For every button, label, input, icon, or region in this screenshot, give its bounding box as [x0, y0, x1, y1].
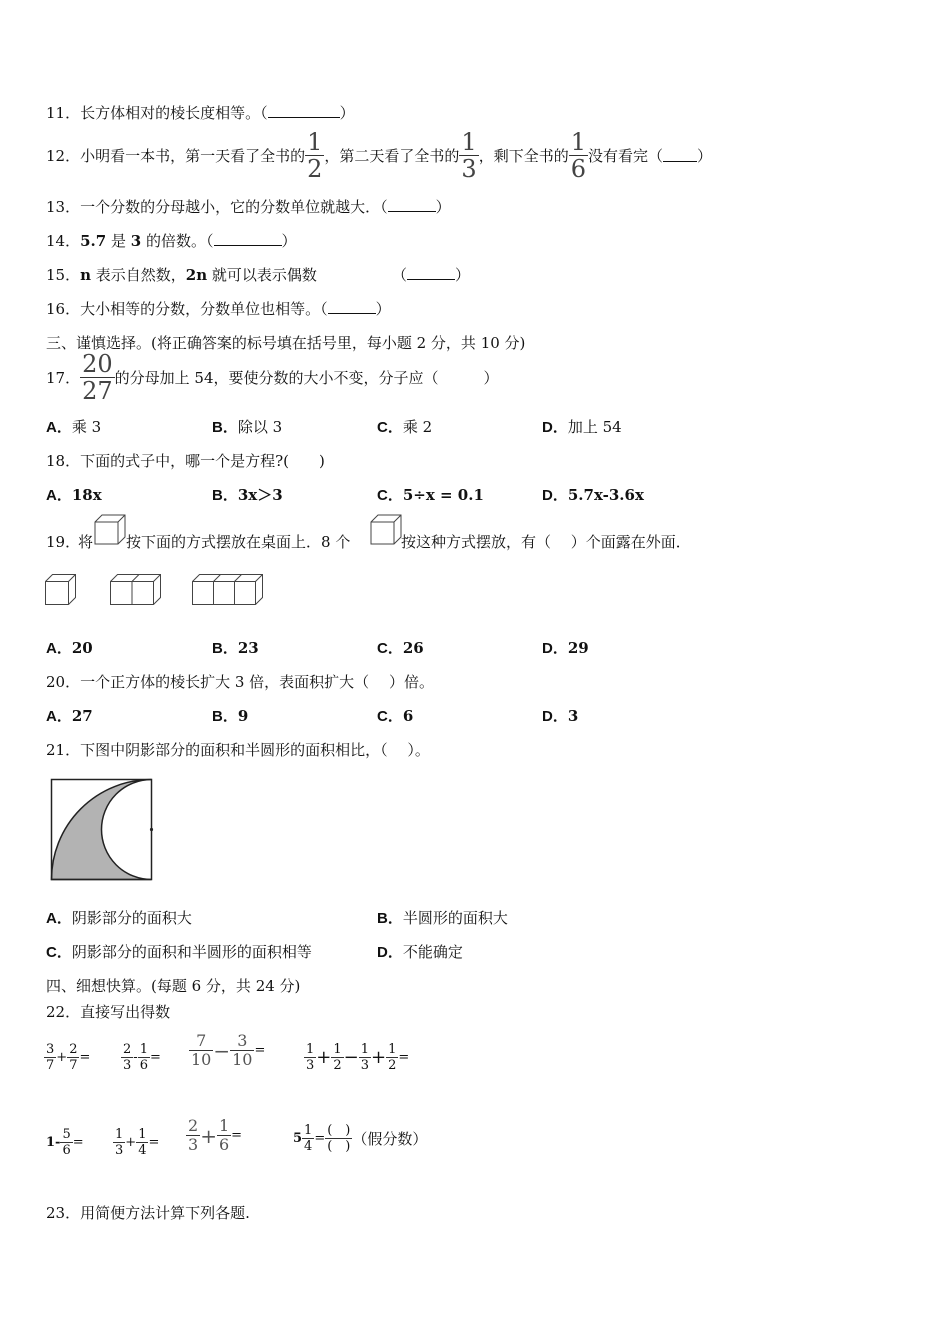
option-a[interactable]: A．20 — [46, 639, 93, 657]
shaded-area-figure — [50, 778, 154, 882]
question-19-text: 将 — [78, 533, 94, 551]
question-12: 12． 小明看一本书，第一天看了全书的 $\frac{1}{2}$ ，第二天看了全书的 $\frac{1}{3}$ ，剩下全书的 $\frac{1}{6}$ 没有看完（ ） — [46, 127, 713, 183]
question-11: 11．长方体相对的棱长度相等。（ ） — [46, 104, 355, 122]
question-23 — [46, 1202, 250, 1223]
question-text: 直接写出得数 — [80, 1003, 171, 1021]
option-c[interactable]: C．阴影部分的面积和半圆形的面积相等 — [46, 943, 312, 961]
question-22 — [46, 1001, 170, 1022]
cube-icon — [94, 514, 126, 546]
expression-1: $\frac{3}{7}$ + $\frac{2}{7}$ = — [46, 1042, 91, 1073]
answer-blank[interactable] — [328, 301, 376, 314]
question-number: 15． — [46, 266, 81, 284]
question-number: 12． — [46, 146, 81, 165]
fraction: $\frac{1}{6}$ — [570, 127, 586, 183]
option-b[interactable]: B．除以 3 — [212, 418, 283, 436]
cube-icon — [370, 514, 402, 546]
option-b[interactable]: B．3x＞3 — [212, 486, 283, 504]
question-16: 16．大小相等的分数，分数单位也相等。（ ） — [46, 300, 391, 318]
option-d[interactable]: D．不能确定 — [377, 943, 463, 961]
question-19-text-2: 按下面的方式摆放在桌面上．8 个 — [126, 533, 351, 551]
option-d[interactable]: D．5.7x-3.6x — [542, 486, 644, 504]
question-number: 14． — [46, 232, 81, 250]
section-heading-4: 四、细想快算。(每题 6 分，共 24 分) — [46, 977, 301, 995]
expression-5: 1- $\frac{5}{6}$ = — [46, 1127, 84, 1158]
one-cube-figure — [45, 574, 77, 606]
two-cube-figure — [110, 574, 162, 606]
option-b[interactable]: B．半圆形的面积大 — [377, 909, 508, 927]
option-a[interactable]: A．乘 3 — [46, 418, 102, 436]
question-number: 13． — [46, 198, 81, 216]
answer-blank[interactable] — [214, 233, 282, 246]
question-13: 13．一个分数的分母越小，它的分数单位就越大．（ ） — [46, 198, 451, 216]
question-15: 15．n 表示自然数，2n 就可以表示偶数 — [46, 266, 317, 284]
question-text: 下面的式子中，哪一个是方程?( ) — [80, 452, 325, 470]
question-15-answer: （ ） — [392, 266, 471, 284]
expression-2: $\frac{2}{3}$ - $\frac{1}{6}$ = — [123, 1042, 161, 1073]
option-d[interactable]: D．29 — [542, 639, 589, 657]
question-19-text-3: 按这种方式摆放，有（ ）个面露在外面． — [401, 533, 691, 551]
question-text: 下图中阴影部分的面积和半圆形的面积相比，（ ）。 — [80, 741, 430, 759]
option-b[interactable]: B．9 — [212, 707, 249, 725]
question-21 — [46, 739, 430, 760]
three-cube-figure — [192, 574, 264, 606]
question-text: 大小相等的分数，分数单位也相等。（ — [80, 300, 328, 318]
option-a[interactable]: A．27 — [46, 707, 93, 725]
question-19-number: 19． — [46, 533, 81, 551]
answer-blank[interactable] — [663, 149, 697, 162]
question-number: 17． — [46, 368, 81, 387]
expression-6: $\frac{1}{3}$ + $\frac{1}{4}$ = — [115, 1127, 160, 1158]
question-text: 用简便方法计算下列各题. — [80, 1204, 250, 1222]
fraction: $\frac{1}{3}$ — [461, 127, 477, 183]
question-20 — [46, 671, 434, 692]
question-number: 11． — [46, 104, 81, 122]
question-number: 16． — [46, 300, 81, 318]
expression-4: $\frac{1}{3}$ + $\frac{1}{2}$ − $\frac{1}{3}$ + $\frac{1}{2}$ = — [306, 1042, 410, 1073]
question-number: 20． — [46, 673, 81, 691]
expression-3: $\frac{7}{10}$ − $\frac{3}{10}$ = — [191, 1031, 266, 1069]
answer-blank[interactable] — [407, 267, 455, 280]
expression-8: 5 $\frac{1}{4}$ = $\frac{( )}{( )}$ （假分数） — [293, 1123, 428, 1154]
expression-7: $\frac{2}{3}$ + $\frac{1}{6}$ = — [188, 1116, 243, 1154]
question-text: 一个正方体的棱长扩大 3 倍，表面积扩大（ ）倍。 — [80, 673, 434, 691]
option-c[interactable]: C．5÷x = 0.1 — [377, 486, 484, 504]
option-a[interactable]: A．18x — [46, 486, 102, 504]
question-text: 小明看一本书，第一天看了全书的 — [80, 146, 306, 165]
question-17 — [46, 349, 499, 405]
question-number: 22． — [46, 1003, 81, 1021]
question-number: 23． — [46, 1204, 81, 1222]
answer-blank[interactable] — [268, 105, 340, 118]
option-d[interactable]: D．加上 54 — [542, 418, 622, 436]
question-18 — [46, 450, 325, 471]
option-c[interactable]: C．乘 2 — [377, 418, 433, 436]
question-14: 14．5.7 是 3 的倍数。（ ） — [46, 232, 297, 250]
option-d[interactable]: D．3 — [542, 707, 579, 725]
question-number: 18． — [46, 452, 81, 470]
question-text: 长方体相对的棱长度相等。（ — [80, 104, 268, 122]
option-b[interactable]: B．23 — [212, 639, 259, 657]
fraction: $\frac{20}{27}$ — [82, 349, 113, 405]
question-text: 的分母加上 54，要使分数的大小不变，分子应（ ） — [114, 368, 499, 387]
fraction: $\frac{1}{2}$ — [307, 127, 323, 183]
question-text: 一个分数的分母越小，它的分数单位就越大．（ — [80, 198, 388, 216]
option-c[interactable]: C．6 — [377, 707, 414, 725]
question-number: 21． — [46, 741, 81, 759]
section-heading-3: 三、谨慎选择。(将正确答案的标号填在括号里，每小题 2 分，共 10 分) — [46, 334, 526, 352]
option-c[interactable]: C．26 — [377, 639, 424, 657]
answer-blank[interactable] — [388, 199, 436, 212]
option-a[interactable]: A．阴影部分的面积大 — [46, 909, 192, 927]
